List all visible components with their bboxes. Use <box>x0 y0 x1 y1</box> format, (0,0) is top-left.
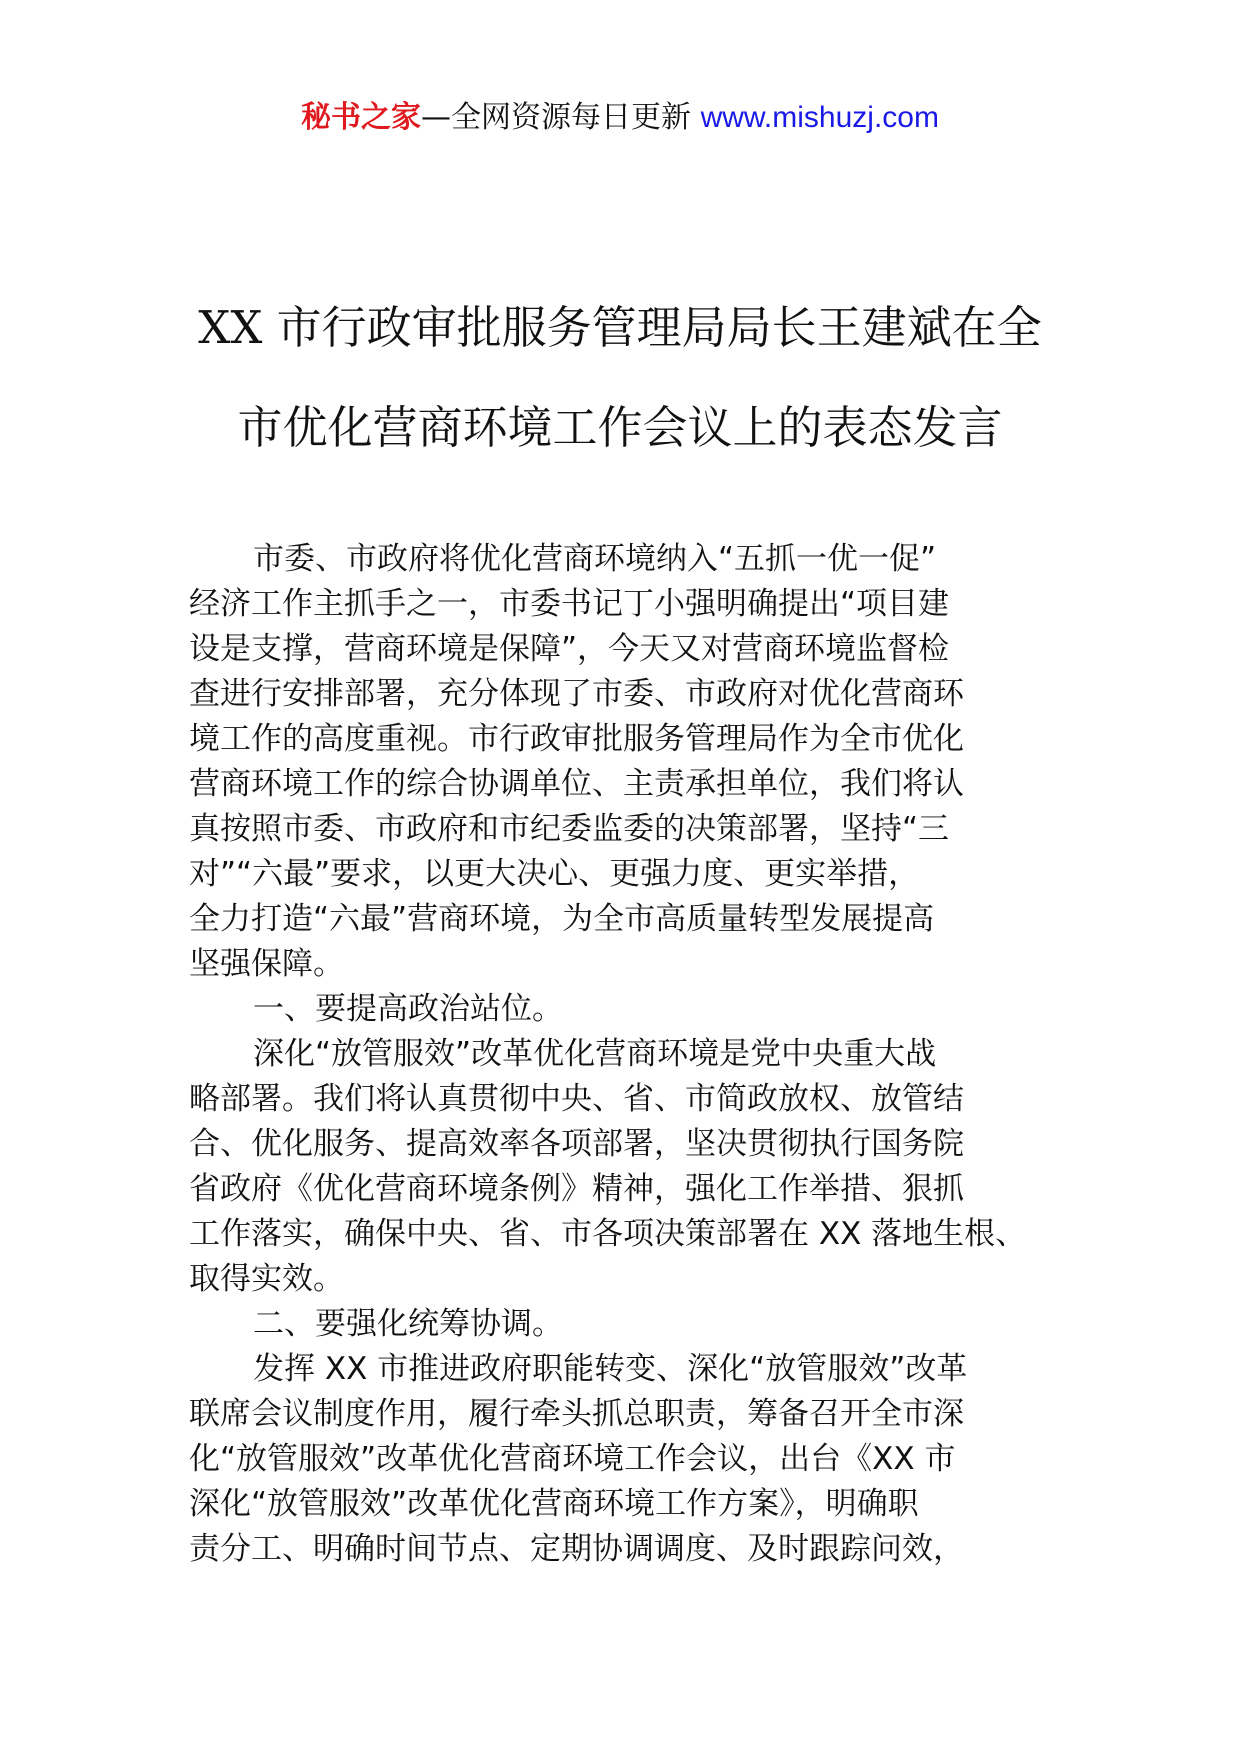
body-line: 真按照市委、市政府和市纪委监委的决策部署，坚持“三 <box>189 811 950 847</box>
site-url-link[interactable]: www.mishuzj.com <box>700 101 939 134</box>
body-line: 发挥 XX 市推进政府职能转变、深化“放管服效”改革 <box>253 1351 968 1387</box>
body-line: 市委、市政府将优化营商环境纳入“五抓一优一促” <box>253 541 937 577</box>
site-brand: 秘书之家 <box>301 100 422 135</box>
document-body <box>189 537 1065 1572</box>
body-line: 责分工、明确时间节点、定期协调调度、及时跟踪问效， <box>189 1531 964 1567</box>
body-line: 化“放管服效”改革优化营商环境工作会议，出台《XX 市 <box>189 1441 956 1477</box>
title-line-1: XX 市行政审批服务管理局局长王建斌在全 <box>198 301 1042 354</box>
body-line: 对”“六最”要求，以更大决心、更强力度、更实举措， <box>189 856 920 892</box>
body-line: 境工作的高度重视。市行政审批服务管理局作为全市优化 <box>189 721 964 757</box>
section-heading-1: 一、要提高政治站位。 <box>253 991 563 1027</box>
body-line: 全力打造“六最”营商环境，为全市高质量转型发展提高 <box>189 901 935 937</box>
site-slogan: —全网资源每日更新 <box>421 100 692 135</box>
body-line: 设是支撑，营商环境是保障”，今天又对营商环境监督检 <box>189 631 950 667</box>
body-line: 取得实效。 <box>189 1261 344 1297</box>
site-header <box>0 98 1240 138</box>
document-title <box>150 278 1090 478</box>
body-line: 深化“放管服效”改革优化营商环境是党中央重大战 <box>253 1036 937 1072</box>
section-heading-2: 二、要强化统筹协调。 <box>253 1306 563 1342</box>
body-line: 合、优化服务、提高效率各项部署，坚决贯彻执行国务院 <box>189 1126 964 1162</box>
body-line: 工作落实，确保中央、省、市各项决策部署在 XX 落地生根、 <box>189 1216 1027 1252</box>
title-line-2: 市优化营商环境工作会议上的表态发言 <box>237 401 1003 454</box>
body-line: 联席会议制度作用，履行牵头抓总职责，筹备召开全市深 <box>189 1396 964 1432</box>
body-line: 省政府《优化营商环境条例》精神，强化工作举措、狠抓 <box>189 1171 964 1207</box>
body-line: 查进行安排部署，充分体现了市委、市政府对优化营商环 <box>189 676 964 712</box>
body-line: 经济工作主抓手之一，市委书记丁小强明确提出“项目建 <box>189 586 950 622</box>
body-line: 坚强保障。 <box>189 946 344 982</box>
body-line: 深化“放管服效”改革优化营商环境工作方案》，明确职 <box>189 1486 919 1522</box>
body-line: 营商环境工作的综合协调单位、主责承担单位，我们将认 <box>189 766 964 802</box>
body-line: 略部署。我们将认真贯彻中央、省、市简政放权、放管结 <box>189 1081 964 1117</box>
